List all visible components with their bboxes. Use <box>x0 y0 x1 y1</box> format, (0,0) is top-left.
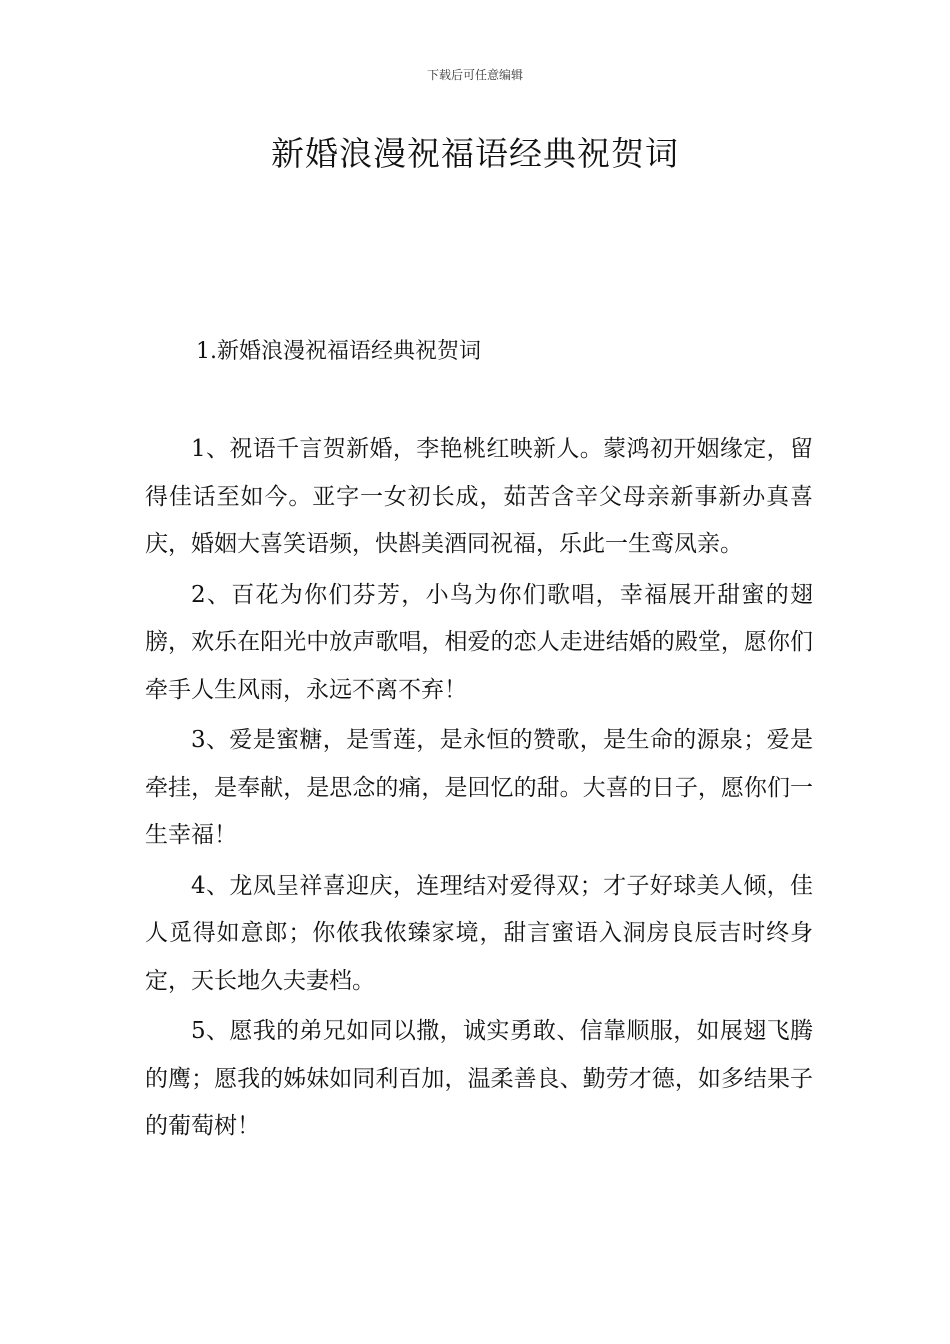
document-title: 新婚浪漫祝福语经典祝贺词 <box>271 134 679 173</box>
header-note: 下载后可任意编辑 <box>426 68 523 82</box>
paragraph-4: 4、龙凤呈祥喜迎庆，连理结对爱得双；才子好球美人倾，佳人觅得如意郎；你侬我侬臻家境，甜言蜜语入洞房良辰吉时终身定，天长地久夫妻档。 <box>145 872 813 994</box>
document-body <box>145 426 813 1151</box>
paragraph-2: 2、百花为你们芬芳，小鸟为你们歌唱，幸福展开甜蜜的翅膀，欢乐在阳光中放声歌唱，相爱的恋人走进结婚的殿堂，愿你们牵手人生风雨，永远不离不弃！ <box>145 581 813 703</box>
section-heading: 1.新婚浪漫祝福语经典祝贺词 <box>196 339 481 364</box>
paragraph-3: 3、爱是蜜糖，是雪莲，是永恒的赞歌，是生命的源泉；爱是牵挂，是奉献，是思念的痛，是回忆的甜。大喜的日子，愿你们一生幸福！ <box>145 727 813 848</box>
paragraph-5: 5、愿我的弟兄如同以撒，诚实勇敢、信靠顺服，如展翅飞腾的鹰；愿我的姊妹如同利百加，温柔善良、勤劳才德，如多结果子的葡萄树！ <box>145 1018 813 1139</box>
paragraph-1: 1、祝语千言贺新婚，李艳桃红映新人。蒙鸿初开姻缘定，留得佳话至如今。亚字一女初长成，茹苦含辛父母亲新事新办真喜庆，婚姻大喜笑语频，快斟美酒同祝福，乐此一生鸾凤亲。 <box>145 436 813 557</box>
